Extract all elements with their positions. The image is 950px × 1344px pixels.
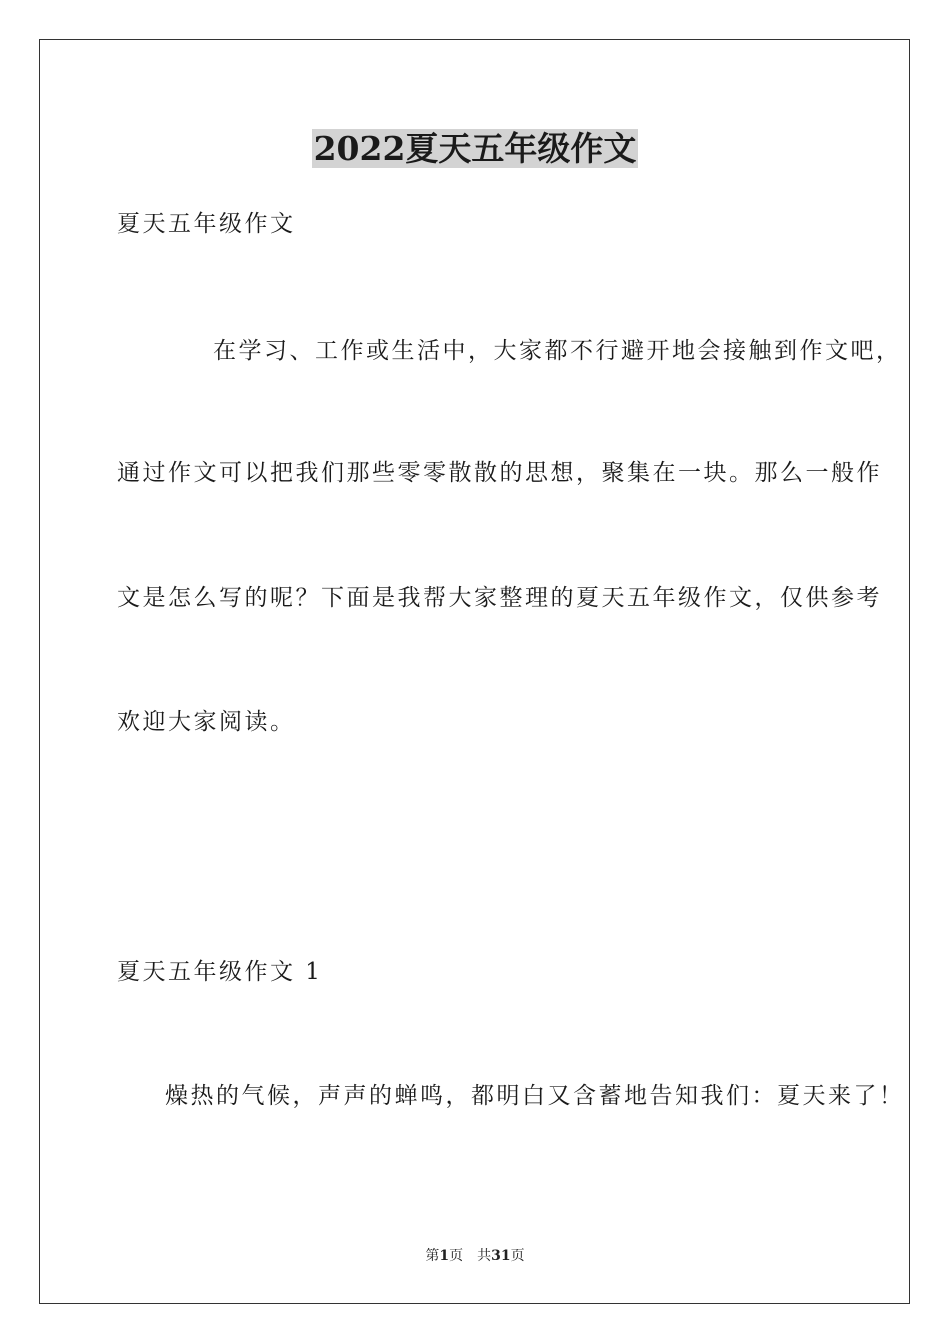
footer-page-prefix: 第 xyxy=(425,1248,440,1264)
intro-line-4: 欢迎大家阅读。 xyxy=(117,709,296,735)
intro-line-1: 在学习、工作或生活中，大家都不行避开地会接触到作文吧， xyxy=(213,338,902,364)
intro-line-2: 通过作文可以把我们那些零零散散的思想，聚集在一块。那么一般作 xyxy=(117,460,882,486)
document-title xyxy=(0,126,950,172)
footer-page-number: 1 xyxy=(439,1248,450,1264)
section-heading: 夏天五年级作文 1 xyxy=(117,959,323,985)
intro-line-3: 文是怎么写的呢？下面是我帮大家整理的夏天五年级作文，仅供参考 xyxy=(117,585,882,611)
page-footer xyxy=(0,1246,950,1266)
footer-total-pages: 31 xyxy=(491,1248,511,1264)
footer-total-prefix: 共 xyxy=(477,1248,492,1264)
footer-page-suffix: 页 xyxy=(449,1248,464,1264)
document-title-text: 2022夏天五年级作文 xyxy=(313,129,637,168)
section-line-1: 燥热的气候，声声的蝉鸣，都明白又含蓄地告知我们：夏天来了！ xyxy=(165,1083,905,1109)
footer-total-suffix: 页 xyxy=(510,1248,525,1264)
document-subtitle: 夏天五年级作文 xyxy=(117,211,296,237)
